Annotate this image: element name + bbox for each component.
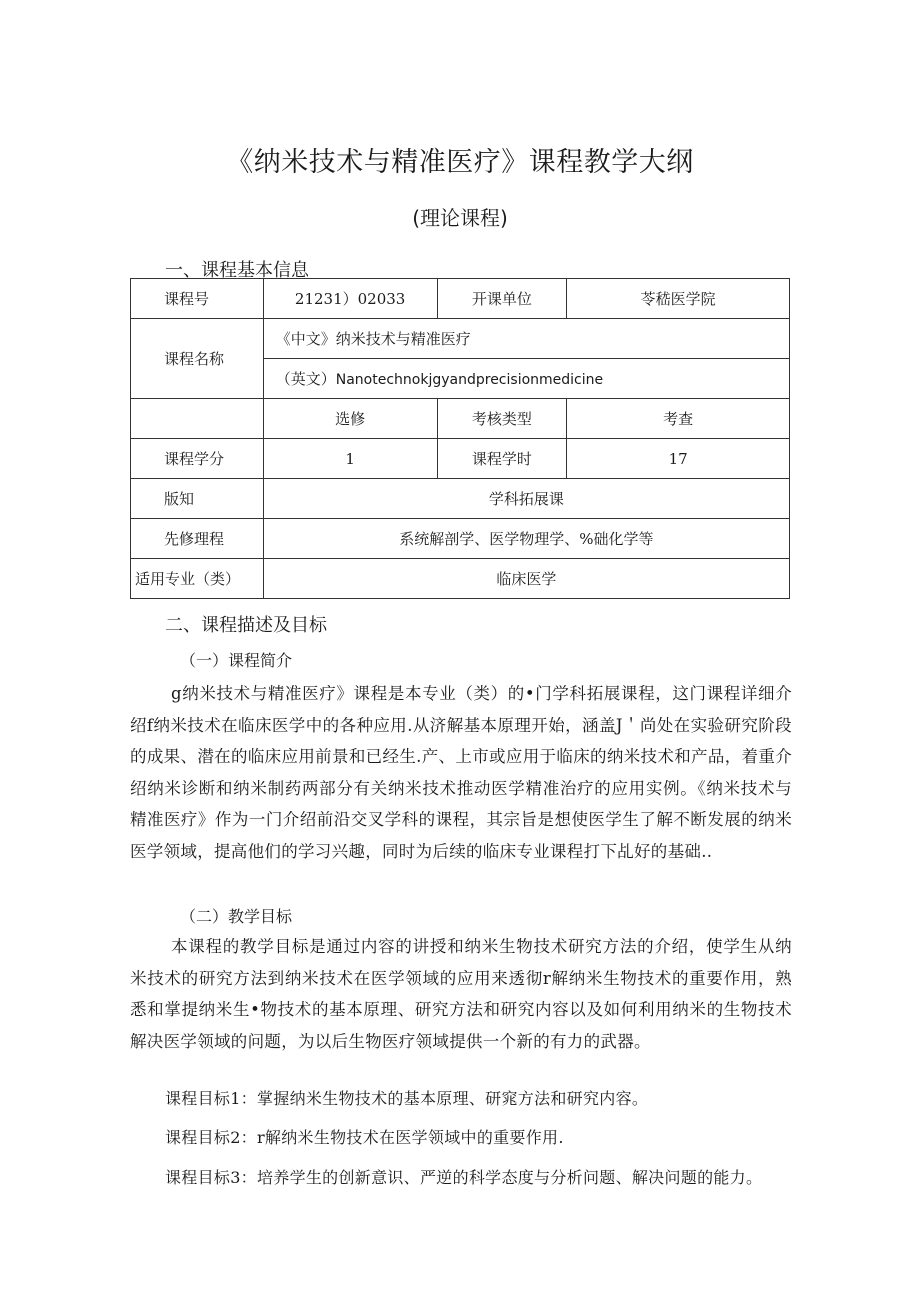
- empty-label-cell: [131, 399, 264, 439]
- table-row: [131, 279, 790, 319]
- major-label: 适用专业（类）: [131, 559, 264, 599]
- intro-heading: （一）课程简介: [180, 651, 293, 670]
- hours-label: 课程学时: [437, 439, 567, 479]
- goals-heading: （二）教学目标: [180, 907, 293, 926]
- course-name-en-cell: [263, 359, 789, 399]
- credit-label: 课程学分: [131, 439, 264, 479]
- exam-type-value: 考查: [567, 399, 790, 439]
- course-goal-1: 课程目标1：掌握纳米生物技术的基本原理、研窕方法和研究内容。: [165, 1089, 649, 1108]
- table-row: [131, 319, 790, 359]
- document-title: 《纳米技术与精准医疗》课程教学大纲: [226, 147, 694, 178]
- intro-paragraph: g纳米技术与精准医疗》课程是本专业（类）的•门学科拓展课程，这门课程详细介绍f纳米技术在临床医学中的各种应用.从济解基本原理开始，涵盖J＇尚处在实验研究阶段的成果、潜在的临床应用前景和已经生.产、上市或应用于临床的纳米技术和产品，着重介绍纳米诊断和纳米制药两部分有关纳米技术推动医学精准治疗的应用实例。《纳米技术与精准医疗》作为一门介绍前沿交叉学科的课程，其宗旨是想使医学生了解不断发展的纳米医学领域，提高他们的学习兴趣，同时为后续的临床专业课程打下乩好的基础..: [130, 684, 792, 861]
- section-heading-description: 二、课程描述及目标: [165, 615, 327, 636]
- document-subtitle: (理论课程): [412, 206, 508, 230]
- category-label: 版知: [131, 479, 264, 519]
- course-name-cn: 《中文》纳米技术与精准医疗: [263, 319, 789, 359]
- unit-label: 开课单位: [437, 279, 567, 319]
- course-name-label: 课程名称: [131, 319, 264, 399]
- prereq-label: 先修理程: [131, 519, 264, 559]
- major-value: 临床医学: [263, 559, 789, 599]
- category-value: 学科拓展课: [263, 479, 789, 519]
- table-row: [131, 439, 790, 479]
- course-no-label: 课程号: [131, 279, 264, 319]
- credit-value: 1: [263, 439, 437, 479]
- table-row: [131, 399, 790, 439]
- course-type-value: 选修: [263, 399, 437, 439]
- exam-type-label: 考核类型: [437, 399, 567, 439]
- prereq-value: 系统解剖学、医学物理学、%础化学等: [263, 519, 789, 559]
- table-row: [131, 479, 790, 519]
- course-info-table: [130, 278, 790, 599]
- hours-value: 17: [567, 439, 790, 479]
- section-heading-basic-info: 一、课程基本信息: [165, 260, 309, 281]
- course-name-en-prefix: （英文）: [275, 370, 336, 388]
- course-no-value: 21231）02033: [263, 279, 437, 319]
- course-goal-2: 课程目标2：r解纳米生物技术在医学领域中的重要作用.: [165, 1128, 564, 1147]
- goals-paragraph: 本课程的教学目标是通过内容的讲授和纳米生物技术研究方法的介绍，使学生从纳米技术的研究方法到纳米技术在医学领域的应用来透彻r解纳米生物技术的重要作用，熟悉和掌提纳米生•物技术的基本原理、研究方法和研究内容以及如何利用纳米的生物技术解决医学领域的问题，为以后生物医疗领域提供一个新的有力的武器。: [130, 937, 792, 1051]
- table-row: [131, 519, 790, 559]
- unit-value: 苓嵇医学院: [567, 279, 790, 319]
- course-goal-3: 课程目标3：培养学生的创新意识、严逆的科学态度与分析问题、解决问题的能力。: [165, 1168, 763, 1187]
- table-row: [131, 559, 790, 599]
- course-name-en: Nanotechnokjgyandprecisionmedicine: [335, 372, 604, 388]
